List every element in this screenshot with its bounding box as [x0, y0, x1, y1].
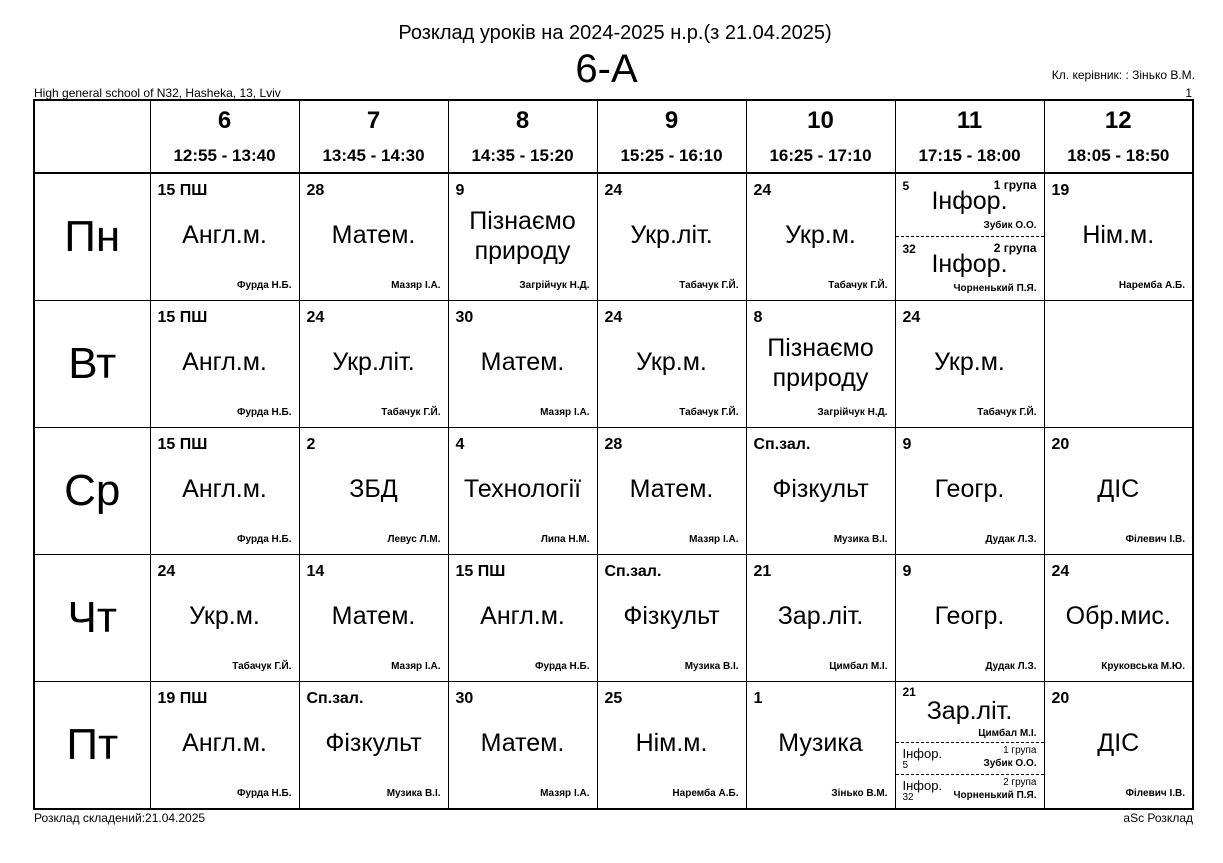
subject-name	[896, 601, 1044, 631]
lesson-cell	[746, 301, 895, 428]
subject-name-line: Технології	[463, 475, 582, 503]
subject-name-line: Англ.м.	[480, 602, 565, 630]
room-number: 19	[1051, 182, 1070, 199]
room-number: Сп.зал.	[753, 436, 811, 453]
room-number: 21	[902, 685, 916, 699]
subject-name	[747, 474, 895, 504]
subject-name	[300, 347, 448, 377]
teacher-name: Музика В.І.	[684, 661, 739, 672]
period-number: 8	[515, 107, 530, 134]
subject-name-line: Матем.	[480, 348, 565, 376]
teacher-name: Мазяр І.А.	[540, 788, 590, 799]
subject-name	[300, 474, 448, 504]
subject-name-line: Англ.м.	[182, 475, 267, 503]
subject-name-line: Фізкульт	[772, 475, 869, 503]
room-number: 24	[902, 309, 921, 326]
subject-name: Інфор.	[931, 250, 1008, 278]
lesson-cell	[1044, 428, 1193, 555]
room-number: 9	[902, 563, 912, 580]
room-number: 21	[753, 563, 772, 580]
subject-name-line: Англ.м.	[182, 348, 267, 376]
teacher-name: Загрійчук Н.Д.	[817, 407, 888, 418]
subject-name	[449, 728, 597, 758]
subject-name-line: Музика	[778, 729, 863, 757]
footer-app-name: aSc Розклад	[1123, 811, 1193, 825]
room-number: 28	[604, 436, 623, 453]
lesson-cell	[895, 428, 1044, 555]
room-number: 24	[753, 182, 772, 199]
period-header-cell	[597, 100, 746, 173]
lesson-cell	[597, 301, 746, 428]
subject-name-line: Матем.	[480, 729, 565, 757]
subject-name	[747, 601, 895, 631]
period-number: 10	[807, 107, 834, 134]
class-name: 6-А	[575, 47, 638, 91]
corner-cell	[34, 100, 150, 173]
teacher-name: Мазяр І.А.	[689, 534, 739, 545]
room-number: 24	[604, 182, 623, 199]
subject-name	[151, 728, 299, 758]
lesson-cell	[746, 682, 895, 810]
subject-name	[1045, 601, 1193, 631]
subject-name: Інфор.	[931, 187, 1008, 215]
subject-name: Інфор.	[902, 746, 943, 761]
room-number: 14	[306, 563, 325, 580]
teacher-name: Зінько В.М.	[831, 788, 888, 799]
group-label: 1 група	[993, 178, 1037, 192]
period-time: 18:05 - 18:50	[1067, 146, 1170, 165]
subject-name	[151, 347, 299, 377]
lesson-cell	[895, 173, 1044, 301]
day-row	[34, 682, 1193, 810]
period-header-cell	[150, 100, 299, 173]
room-number: 15 ПШ	[157, 436, 208, 453]
room-number: 19 ПШ	[157, 690, 208, 707]
period-header-cell	[299, 100, 448, 173]
timetable-grid	[33, 99, 1194, 810]
subject-name	[449, 474, 597, 504]
room-number: 1	[753, 690, 763, 707]
teacher-name: Наремба А.Б.	[672, 788, 739, 799]
subject-name	[598, 347, 746, 377]
day-row	[34, 173, 1193, 301]
lesson-cell	[1044, 555, 1193, 682]
subject-name: Інфор.	[902, 778, 943, 793]
group-lesson	[896, 775, 1044, 806]
subject-name	[1045, 728, 1193, 758]
teacher-name: Круковська М.Ю.	[1101, 661, 1185, 672]
schedule-title: Розклад уроків на 2024-2025 н.р.(з 21.04.2025)	[398, 22, 832, 44]
period-time: 15:25 - 16:10	[620, 146, 723, 165]
footer-created-date: Розклад складений:21.04.2025	[34, 811, 206, 825]
subject-name	[598, 601, 746, 631]
teacher-name: Мазяр І.А.	[391, 661, 441, 672]
subject-name	[1045, 474, 1193, 504]
teacher-name: Філевич І.В.	[1125, 534, 1185, 545]
teacher-name: Зубик О.О.	[983, 220, 1037, 231]
teacher-name: Фурда Н.Б.	[237, 280, 292, 291]
subject-name	[449, 347, 597, 377]
class-teacher: Кл. керівник: : Зінько В.М.	[1051, 68, 1195, 82]
teacher-name: Табачук Г.Й.	[828, 280, 888, 291]
lesson-cell	[895, 555, 1044, 682]
teacher-name: Загрійчук Н.Д.	[519, 280, 590, 291]
teacher-name: Фурда Н.Б.	[237, 788, 292, 799]
subject-name	[449, 206, 597, 266]
room-number: 9	[455, 182, 465, 199]
lesson-cell	[1044, 682, 1193, 810]
room-number: 20	[1051, 436, 1070, 453]
room-number: 8	[753, 309, 763, 326]
room-number: 24	[604, 309, 623, 326]
subject-name-line: природу	[474, 237, 571, 265]
lesson-cell	[895, 682, 1044, 810]
lesson-cell-empty	[1044, 301, 1193, 428]
subject-name-line: Англ.м.	[182, 729, 267, 757]
subject-name-line: ЗБД	[349, 475, 398, 503]
lesson-cell	[597, 682, 746, 810]
lesson-cell	[448, 682, 597, 810]
lesson-cell	[150, 555, 299, 682]
room-number: 15 ПШ	[157, 309, 208, 326]
subject-name-line: Пізнаємо	[767, 334, 874, 362]
day-name: Пт	[34, 682, 150, 810]
lesson-cell	[299, 301, 448, 428]
teacher-name: Філевич І.В.	[1125, 788, 1185, 799]
room-number: 15 ПШ	[455, 563, 506, 580]
room-number: 24	[1051, 563, 1070, 580]
teacher-name: Музика В.І.	[833, 534, 888, 545]
teacher-name: Липа Н.М.	[540, 534, 590, 545]
subject-name-line: Укр.м.	[934, 348, 1005, 376]
subject-name-line: Геогр.	[934, 602, 1005, 630]
group-lesson	[896, 174, 1044, 237]
teacher-name: Табачук Г.Й.	[381, 407, 441, 418]
period-number: 9	[664, 107, 679, 134]
teacher-name: Фурда Н.Б.	[237, 407, 292, 418]
day-row	[34, 428, 1193, 555]
subject-name	[151, 474, 299, 504]
lesson-cell	[597, 428, 746, 555]
room-number: 30	[455, 309, 474, 326]
subject-name	[300, 220, 448, 250]
teacher-name: Левус Л.М.	[387, 534, 441, 545]
teacher-name: Цимбал М.І.	[978, 728, 1037, 739]
room-number: Сп.зал.	[604, 563, 662, 580]
lesson-cell	[150, 428, 299, 555]
subject-name-line: ДІС	[1097, 729, 1140, 757]
period-number: 12	[1104, 107, 1132, 134]
lesson-cell	[1044, 173, 1193, 301]
subject-name	[747, 333, 895, 393]
subject-name	[151, 220, 299, 250]
subject-name-line: Геогр.	[934, 475, 1005, 503]
subject-name-line: Матем.	[629, 475, 714, 503]
period-time: 12:55 - 13:40	[173, 146, 276, 165]
teacher-name: Дудак Л.З.	[985, 534, 1037, 545]
subject-name-line: Обр.мис.	[1065, 602, 1171, 630]
room-number: 5	[902, 760, 909, 771]
lesson-cell	[746, 428, 895, 555]
subject-name-line: Фізкульт	[623, 602, 720, 630]
teacher-name: Фурда Н.Б.	[535, 661, 590, 672]
lesson-cell	[299, 173, 448, 301]
lesson-cell	[150, 301, 299, 428]
subject-name	[747, 220, 895, 250]
lesson-cell	[746, 173, 895, 301]
day-name: Ср	[34, 428, 150, 555]
room-number: Сп.зал.	[306, 690, 364, 707]
room-number: 15 ПШ	[157, 182, 208, 199]
teacher-name: Табачук Г.Й.	[679, 280, 739, 291]
room-number: 20	[1051, 690, 1070, 707]
teacher-name: Цимбал М.І.	[829, 661, 888, 672]
subject-name-line: Укр.м.	[785, 221, 856, 249]
period-header-cell	[1044, 100, 1193, 173]
day-name: Пн	[34, 173, 150, 301]
subject-name-line: Англ.м.	[182, 221, 267, 249]
subject-name: Зар.літ.	[926, 697, 1013, 725]
school-name: High general school of N32, Hasheka, 13, Lviv	[34, 86, 281, 100]
lesson-cell	[150, 173, 299, 301]
subject-name	[896, 347, 1044, 377]
lesson-cell	[746, 555, 895, 682]
subject-name	[747, 728, 895, 758]
subject-name	[598, 474, 746, 504]
teacher-name: Мазяр І.А.	[391, 280, 441, 291]
subject-name	[1045, 220, 1193, 250]
teacher-name: Музика В.І.	[386, 788, 441, 799]
lesson-cell	[299, 682, 448, 810]
lesson-cell	[299, 428, 448, 555]
subject-name-line: Пізнаємо	[469, 207, 576, 235]
teacher-name: Фурда Н.Б.	[237, 534, 292, 545]
period-time: 14:35 - 15:20	[471, 146, 574, 165]
lesson-cell	[895, 301, 1044, 428]
room-number: 2	[306, 436, 316, 453]
subject-name-line: Нім.м.	[635, 729, 708, 757]
group-label: 1 група	[1003, 745, 1037, 756]
room-number: 9	[902, 436, 912, 453]
day-name: Чт	[34, 555, 150, 682]
period-header-cell	[895, 100, 1044, 173]
period-number: 6	[217, 107, 232, 134]
teacher-name: Зубик О.О.	[983, 758, 1037, 769]
subject-name-line: Фізкульт	[325, 729, 422, 757]
subject-name-line: Укр.літ.	[332, 348, 415, 376]
subject-name	[300, 728, 448, 758]
subject-name-line: Укр.м.	[189, 602, 260, 630]
group-label: 2 група	[1003, 777, 1037, 788]
teacher-name: Чорненький П.Я.	[953, 283, 1037, 294]
day-name: Вт	[34, 301, 150, 428]
lesson-cell	[597, 173, 746, 301]
subject-name-line: Зар.літ.	[777, 602, 864, 630]
room-number: 5	[902, 179, 910, 193]
subject-name	[896, 474, 1044, 504]
page-number: 1	[1185, 86, 1192, 100]
teacher-name: Чорненький П.Я.	[953, 790, 1037, 801]
period-time: 13:45 - 14:30	[322, 146, 425, 165]
subject-name	[151, 601, 299, 631]
teacher-name: Наремба А.Б.	[1118, 280, 1185, 291]
period-header-row	[34, 100, 1193, 173]
day-row	[34, 301, 1193, 428]
lesson-cell	[448, 301, 597, 428]
subject-name-line: Укр.літ.	[630, 221, 713, 249]
subject-name-line: Укр.м.	[636, 348, 707, 376]
subject-name-line: природу	[772, 364, 869, 392]
period-time: 17:15 - 18:00	[918, 146, 1021, 165]
lesson-cell	[150, 682, 299, 810]
room-number: 24	[157, 563, 176, 580]
day-row	[34, 555, 1193, 682]
room-number: 30	[455, 690, 474, 707]
lesson-cell	[597, 555, 746, 682]
room-number: 25	[604, 690, 623, 707]
room-number: 24	[306, 309, 325, 326]
subject-name	[449, 601, 597, 631]
period-header-cell	[746, 100, 895, 173]
lesson-cell	[299, 555, 448, 682]
period-number: 7	[366, 107, 381, 134]
subject-name-line: Нім.м.	[1082, 221, 1155, 249]
subject-name	[598, 220, 746, 250]
subject-name-line: Матем.	[331, 602, 416, 630]
period-header-cell	[448, 100, 597, 173]
main-lesson	[896, 682, 1044, 743]
group-lesson	[896, 743, 1044, 775]
lesson-cell	[448, 428, 597, 555]
period-number: 11	[956, 107, 983, 134]
subject-name	[300, 601, 448, 631]
room-number: 28	[306, 182, 325, 199]
room-number: 32	[902, 242, 916, 256]
group-label: 2 група	[993, 241, 1037, 255]
period-time: 16:25 - 17:10	[769, 146, 872, 165]
group-lesson	[896, 237, 1044, 299]
teacher-name: Табачук Г.Й.	[977, 407, 1037, 418]
teacher-name: Дудак Л.З.	[985, 661, 1037, 672]
room-number: 4	[455, 436, 465, 453]
teacher-name: Мазяр І.А.	[540, 407, 590, 418]
subject-name-line: Матем.	[331, 221, 416, 249]
lesson-cell	[448, 555, 597, 682]
subject-name-line: ДІС	[1097, 475, 1140, 503]
lesson-cell	[448, 173, 597, 301]
subject-name	[598, 728, 746, 758]
room-number: 32	[902, 792, 914, 803]
teacher-name: Табачук Г.Й.	[679, 407, 739, 418]
teacher-name: Табачук Г.Й.	[232, 661, 292, 672]
